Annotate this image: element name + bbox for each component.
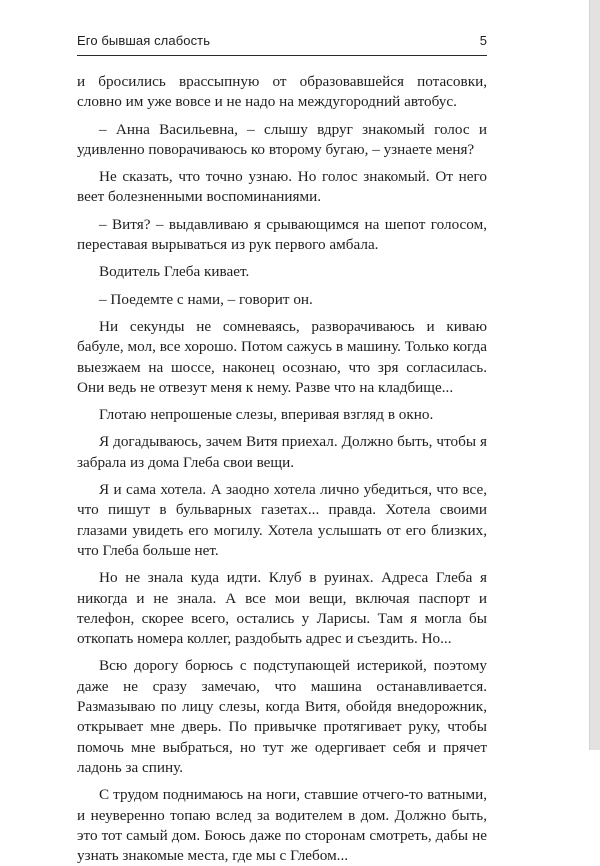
- running-title: Его бывшая слабость: [77, 33, 211, 48]
- paragraph: Я и сама хотела. А заодно хотела лично убедиться, что все, что пишут в бульварных газетах... правда. Хотела своими глазами увидеть его могилу. Хотела услышать от его близких, что Глеба больше нет.: [77, 481, 487, 559]
- page-edge: [589, 0, 600, 750]
- paragraph: Водитель Глеба кивает.: [99, 263, 250, 281]
- paragraph: Но не знала куда идти. Клуб в руинах. Адреса Глеба я никогда и не знала. А все мои вещи, включая паспорт и телефон, скорее всего, остались у Ларисы. Там я могла бы откопать номера коллег, раздобыть адрес и съездить. Но...: [77, 569, 487, 648]
- paragraph: Не сказать, что точно узнаю. Но голос знакомый. От него веет болезненными воспоминаниями.: [77, 168, 487, 206]
- paragraph: – Поедемте с нами, – говорит он.: [99, 290, 313, 308]
- page-number: 5: [479, 33, 487, 48]
- paragraph: и бросились врассыпную от образовавшейся потасовки, словно им уже вовсе и не надо на междугородний автобус.: [77, 73, 487, 111]
- paragraph: – Витя? – выдавливаю я срывающимся на шепот голосом, переставая вырываться из рук первого амбала.: [77, 215, 487, 254]
- paragraph: – Анна Васильевна, – слышу вдруг знакомый голос и удивленно поворачиваюсь ко второму бугаю, – узнаете меня?: [77, 120, 487, 158]
- header-rule: [77, 55, 487, 56]
- paragraph: Всю дорогу борюсь с подступающей истерикой, поэтому даже не сразу замечаю, что машина останавливается. Размазываю по лицу слезы, когда Витя, обойдя внедорожник, открывает мне дверь. По привычке протягивает руку, чтобы помочь мне выбраться, но тут же одергивает себя и прячет ладонь за спину.: [77, 657, 487, 776]
- paragraph: Я догадываюсь, зачем Витя приехал. Должно быть, чтобы я забрала из дома Глеба свои вещи.: [77, 433, 487, 471]
- paragraph: С трудом поднимаюсь на ноги, ставшие отчего-то ватными, и неуверенно топаю вслед за водителем в дом. Должно быть, это тот самый дом. Боюсь даже по сторонам смотреть, дабы не узнать знакомые места, где мы с Глебом...: [77, 786, 487, 865]
- page-header: [77, 33, 487, 53]
- text-body: [77, 72, 487, 866]
- paragraph: Ни секунды не сомневаясь, разворачиваюсь и киваю бабуле, мол, все хорошо. Потом сажусь в машину. Только когда выезжаем на шоссе, наконец осознаю, что зря согласилась. Они ведь не отвезут меня к нему. Разве что на кладбище...: [77, 317, 487, 396]
- paragraph: Глотаю непрошеные слезы, вперивая взгляд в окно.: [99, 406, 434, 424]
